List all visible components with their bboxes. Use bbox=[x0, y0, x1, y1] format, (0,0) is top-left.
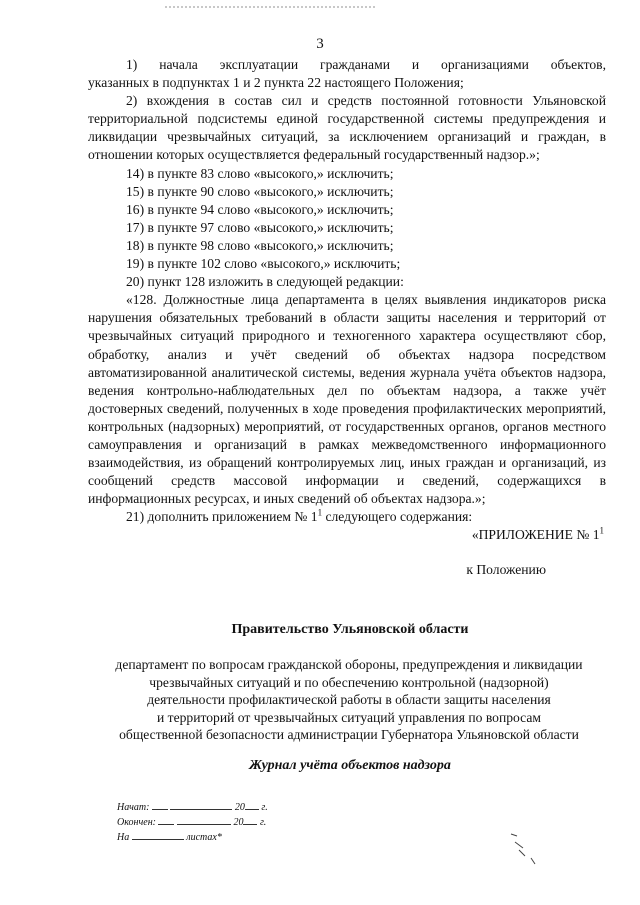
started-year-blank[interactable] bbox=[245, 800, 259, 810]
ended-day-blank[interactable] bbox=[158, 815, 174, 825]
page-number: 3 bbox=[316, 36, 324, 52]
sheets-row bbox=[117, 830, 268, 845]
ended-year-suffix: г. bbox=[259, 817, 267, 828]
paragraph-1-line: 1) начала эксплуатации гражданами и организациями объектов, bbox=[126, 57, 606, 72]
list-item: 17) в пункте 97 слово «высокого,» исключить; bbox=[126, 219, 394, 235]
paragraph-2: 2) вхождения в состав сил и средств постоянной готовности Ульяновской территориальной подсистемы единой государственной системы предупреждения и ликвидации чрезвычайных ситуаций, за исключением организаций и граждан, в отношении которых осуществляется федеральный государственный надзор.»; bbox=[88, 93, 606, 163]
started-year-suffix: г. bbox=[261, 802, 268, 813]
paragraph-128: «128. Должностные лица департамента в целях выявления индикаторов риска нарушения обязательных требований в области защиты населения и территорий от чрезвычайных ситуаций природного и техногенного характера осуществляют сбор, обработку, анализ и учёт сведений об объектах надзора посредством автоматизированной аналитической системы, ведения журнала учёта объектов надзора, ведения контрольно-наблюдательных дел по объектам надзора, а также учёт достоверных сведений, полученных в ходе проведения профилактических мероприятий, контрольных (надзорных) мероприятий, от государственных органов, органов местного самоуправления и организаций в рамках межведомственного информационного взаимодействия, из обращений контролируемых лиц, иных граждан и организаций, из сообщений средств массовой информации и сведений, содержащихся в информационных ресурсах, и иных сведений об объектах надзора.»; bbox=[88, 292, 606, 507]
organization-name: Правительство Ульяновской области bbox=[231, 622, 469, 637]
pen-marks bbox=[505, 830, 545, 870]
started-day-blank[interactable] bbox=[152, 800, 168, 810]
department-line: и территорий от чрезвычайных ситуаций управления по вопросам bbox=[156, 709, 542, 725]
started-label: Начат: bbox=[117, 802, 150, 813]
list-item: 18) в пункте 98 слово «высокого,» исключить; bbox=[126, 237, 394, 253]
document-body bbox=[88, 56, 606, 579]
department-line: общественной безопасности администрации Губернатора Ульяновской области bbox=[119, 727, 579, 743]
ended-row bbox=[117, 815, 268, 830]
scan-artifact bbox=[165, 6, 375, 10]
item-21-text: 21) дополнить приложением № 1 bbox=[126, 509, 318, 525]
started-row bbox=[117, 800, 268, 815]
started-year-prefix: 20 bbox=[234, 802, 245, 813]
department-line: чрезвычайных ситуаций и по обеспечению контрольной (надзорной) bbox=[149, 674, 549, 690]
item-21-tail: следующего содержания: bbox=[322, 509, 473, 525]
sheets-label: листах* bbox=[186, 832, 222, 843]
list-item-21 bbox=[88, 508, 606, 526]
paragraph-1-tail: указанных в подпунктах 1 и 2 пункта 22 настоящего Положения; bbox=[88, 75, 464, 91]
department-line: деятельности профилактической работы в области защиты населения bbox=[147, 692, 551, 708]
list-item: 20) пункт 128 изложить в следующей редакции: bbox=[126, 274, 404, 290]
department-line: департамент по вопросам гражданской обороны, предупреждения и ликвидации bbox=[115, 657, 583, 672]
journal-fields bbox=[117, 800, 268, 845]
sheets-count-blank[interactable] bbox=[132, 830, 184, 840]
appendix-title-text: «ПРИЛОЖЕНИЕ № 1 bbox=[471, 527, 600, 543]
list-item: 16) в пункте 94 слово «высокого,» исключить; bbox=[126, 201, 394, 217]
list-item: 15) в пункте 90 слово «высокого,» исключить; bbox=[126, 183, 394, 199]
on-label: На bbox=[117, 832, 130, 843]
list-item: 19) в пункте 102 слово «высокого,» исключить; bbox=[126, 256, 401, 272]
appendix-subtitle: к Положению bbox=[466, 561, 546, 577]
department-name bbox=[88, 656, 610, 744]
ended-label: Окончен: bbox=[117, 817, 156, 828]
ended-month-blank[interactable] bbox=[177, 815, 231, 825]
item-21-sup: 1 bbox=[317, 507, 323, 518]
appendix-title bbox=[88, 526, 606, 544]
ended-year-prefix: 20 bbox=[233, 817, 244, 828]
started-month-blank[interactable] bbox=[170, 800, 232, 810]
journal-title: Журнал учёта объектов надзора bbox=[249, 758, 451, 773]
ended-year-blank[interactable] bbox=[243, 815, 257, 825]
appendix-sup: 1 bbox=[599, 525, 604, 536]
list-item: 14) в пункте 83 слово «высокого,» исключить; bbox=[126, 165, 394, 181]
